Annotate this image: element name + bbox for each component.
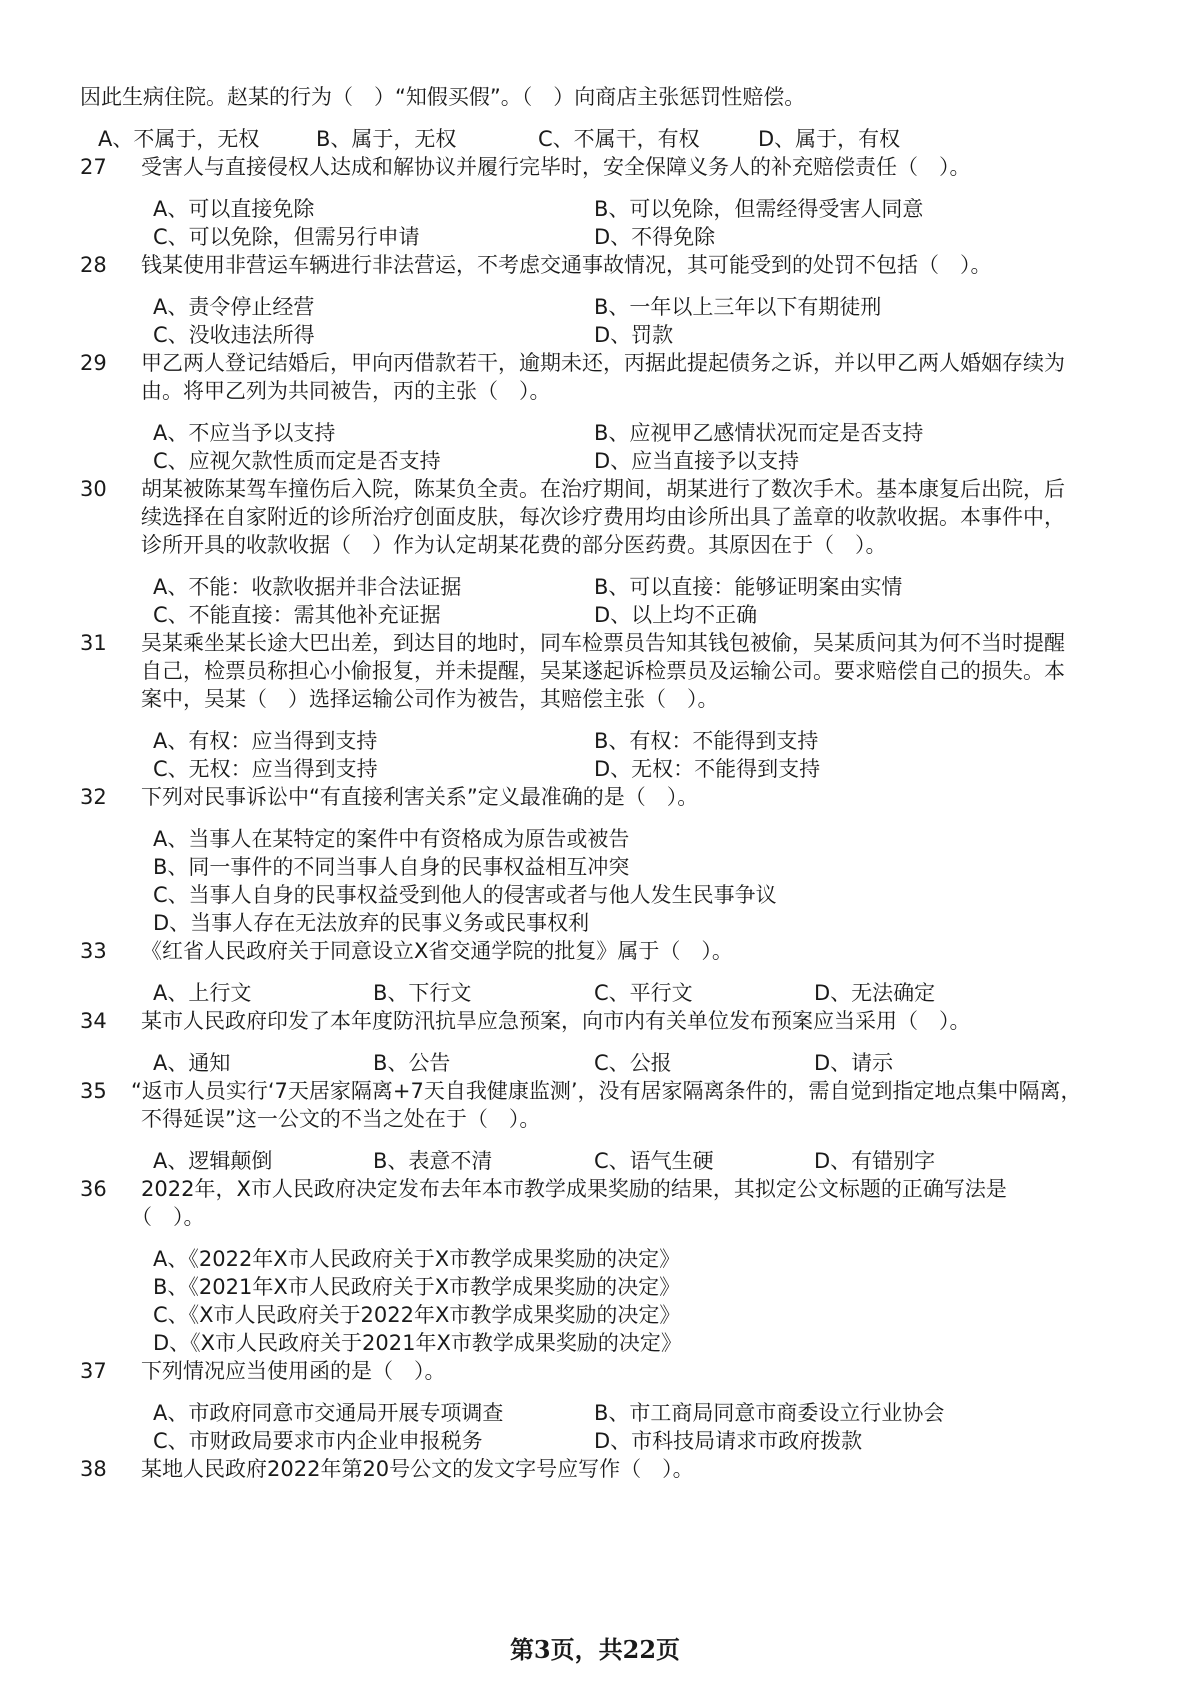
option-a: A、逻辑颠倒 [153,1149,273,1173]
option-b: B、公告 [373,1051,451,1075]
option-b: B、市工商局同意市商委设立行业协会 [594,1401,945,1425]
question-text: 下列对民事诉讼中“有直接利害关系”定义最准确的是（ ）。 [141,785,699,809]
option-a: A、市政府同意市交通局开展专项调查 [153,1401,504,1425]
question-text: 胡某被陈某驾车撞伤后入院，陈某负全责。在治疗期间，胡某进行了数次手术。基本康复后出院，后 [141,477,1065,501]
option-d: D、请示 [814,1051,894,1075]
option-c: C、市财政局要求市内企业申报税务 [153,1429,483,1453]
question-text: 某市人民政府印发了本年度防汛抗旱应急预案，向市内有关单位发布预案应当采用（ ）。 [141,1009,971,1033]
question-26-option-d: D、属于，有权 [758,127,901,151]
option-c: C、应视欠款性质而定是否支持 [153,449,441,473]
question-number: 33 [80,939,107,963]
option-a: A、不能：收款收据并非合法证据 [153,575,462,599]
question-text: 钱某使用非营运车辆进行非法营运，不考虑交通事故情况，其可能受到的处罚不包括（ ）。 [141,253,992,277]
question-number: 30 [80,477,107,501]
question-number: 34 [80,1009,107,1033]
option-d: D、无权：不能得到支持 [594,757,821,781]
option-b: B、一年以上三年以下有期徒刑 [594,295,882,319]
option-a: A、不应当予以支持 [153,421,336,445]
question-26-option-a: A、不属于，无权 [98,127,260,151]
option-a: A、可以直接免除 [153,197,315,221]
option-d: D、市科技局请求市政府拨款 [594,1429,863,1453]
question-text: “返市人员实行‘7天居家隔离+7天自我健康监测’，没有居家隔离条件的，需自觉到指定地点集中隔离， [131,1079,1082,1103]
option-a: A、上行文 [153,981,252,1005]
question-number: 31 [80,631,107,655]
option-c: C、不能直接：需其他补充证据 [153,603,441,627]
option-d: D、《X市人民政府关于2021年X市教学成果奖励的决定》 [153,1331,682,1355]
option-b: B、表意不清 [373,1149,493,1173]
question-text: 下列情况应当使用函的是（ ）。 [141,1359,446,1383]
option-a: A、有权：应当得到支持 [153,729,378,753]
question-text: 自己，检票员称担心小偷报复，并未提醒，吴某遂起诉检票员及运输公司。要求赔偿自己的损失。本 [141,659,1065,683]
question-text: 诊所开具的收款收据（ ）作为认定胡某花费的部分医药费。其原因在于（ ）。 [141,533,887,557]
question-text: 续选择在自家附近的诊所治疗创面皮肤，每次诊疗费用均由诊所出具了盖章的收款收据。本事件中， [141,505,1065,529]
option-b: B、应视甲乙感情状况而定是否支持 [594,421,924,445]
option-b: B、可以免除，但需经得受害人同意 [594,197,924,221]
question-text: 由。将甲乙列为共同被告，丙的主张（ ）。 [141,379,551,403]
question-number: 28 [80,253,107,277]
question-26-option-c: C、不属干，有权 [538,127,700,151]
question-number: 36 [80,1177,107,1201]
option-d: D、罚款 [594,323,674,347]
question-text: 受害人与直接侵权人达成和解协议并履行完毕时，安全保障义务人的补充赔偿责任（ ）。 [141,155,971,179]
option-c: C、当事人自身的民事权益受到他人的侵害或者与他人发生民事争议 [153,883,777,907]
question-26-continuation: 因此生病住院。赵某的行为（ ）“知假买假”。（ ）向商店主张惩罚性赔偿。 [80,85,806,109]
option-d: D、无法确定 [814,981,936,1005]
question-26-option-b: B、属于，无权 [316,127,457,151]
question-number: 37 [80,1359,107,1383]
question-number: 29 [80,351,107,375]
question-number: 38 [80,1457,107,1481]
option-d: D、不得免除 [594,225,716,249]
option-a: A、当事人在某特定的案件中有资格成为原告或被告 [153,827,630,851]
option-a: A、《2022年X市人民政府关于X市教学成果奖励的决定》 [153,1247,681,1271]
question-number: 27 [80,155,107,179]
option-a: A、通知 [153,1051,231,1075]
option-c: C、公报 [594,1051,672,1075]
question-text: 甲乙两人登记结婚后，甲向丙借款若干，逾期未还，丙据此提起债务之诉，并以甲乙两人婚姻存续为 [141,351,1065,375]
option-c: C、平行文 [594,981,693,1005]
option-c: C、《X市人民政府关于2022年X市教学成果奖励的决定》 [153,1303,681,1327]
question-text: 吴某乘坐某长途大巴出差，到达目的地时，同车检票员告知其钱包被偷，吴某质问其为何不当时提醒 [141,631,1065,655]
option-a: A、责令停止经营 [153,295,315,319]
question-number: 32 [80,785,107,809]
question-text: 《红省人民政府关于同意设立X省交通学院的批复》属于（ ）。 [141,939,733,963]
option-d: D、应当直接予以支持 [594,449,800,473]
page-number-footer: 第3页，共22页 [509,1635,681,1664]
question-text: 案中，吴某（ ）选择运输公司作为被告，其赔偿主张（ ）。 [141,687,719,711]
option-c: C、语气生硬 [594,1149,714,1173]
question-number: 35 [80,1079,107,1103]
option-b: B、可以直接：能够证明案由实情 [594,575,903,599]
option-b: B、下行文 [373,981,472,1005]
option-d: D、当事人存在无法放弃的民事义务或民事权利 [153,911,590,935]
option-d: D、有错别字 [814,1149,936,1173]
question-text: （ ）。 [131,1205,205,1229]
question-text: 某地人民政府2022年第20号公文的发文字号应写作（ ）。 [141,1457,694,1481]
question-text: 2022年，X市人民政府决定发布去年本市教学成果奖励的结果，其拟定公文标题的正确写法是 [141,1177,1007,1201]
option-c: C、无权：应当得到支持 [153,757,378,781]
option-b: B、有权：不能得到支持 [594,729,819,753]
question-text: 不得延误”这一公文的不当之处在于（ ）。 [141,1107,541,1131]
option-c: C、可以免除，但需另行申请 [153,225,420,249]
option-b: B、同一事件的不同当事人自身的民事权益相互冲突 [153,855,630,879]
option-c: C、没收违法所得 [153,323,315,347]
option-b: B、《2021年X市人民政府关于X市教学成果奖励的决定》 [153,1275,681,1299]
option-d: D、以上均不正确 [594,603,758,627]
